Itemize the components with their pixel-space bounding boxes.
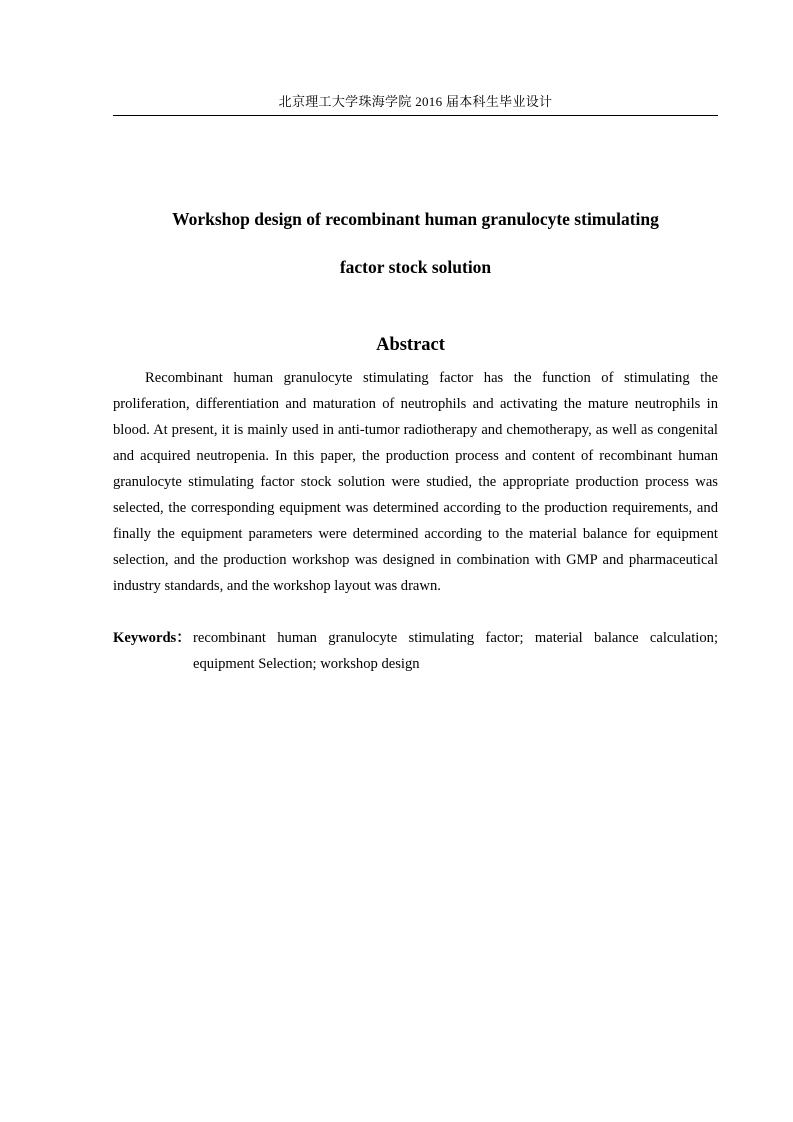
keywords-label: Keywords：	[113, 630, 191, 646]
keywords-line-2: equipment Selection; workshop design	[193, 656, 420, 672]
title-line-1: Workshop design of recombinant human granulocyte stimulating	[172, 209, 659, 229]
page-header	[113, 93, 718, 116]
keywords-values	[193, 625, 718, 677]
abstract-heading: Abstract	[376, 335, 445, 355]
title-line-2: factor stock solution	[339, 257, 492, 277]
document-title	[113, 204, 718, 283]
header-text: 北京理工大学珠海学院 2016 届本科生毕业设计	[278, 94, 553, 109]
keywords-section	[113, 625, 718, 677]
abstract-body: Recombinant human granulocyte stimulating factor has the function of stimulating the proliferation, differentiation and maturation of neutrophils and activating the mature neutrophils in blood. At present, it is mainly used in anti-tumor radiotherapy and chemotherapy, as well as congenital and acquired neutropenia. In this paper, the production process and content of recombinant human granulocyte stimulating factor stock solution were studied, the appropriate production process was selected, the corresponding equipment was determined according to the production requirements, and finally the equipment parameters were determined according to the material balance for equipment selection, and the production workshop was designed in combination with GMP and pharmaceutical industry standards, and the workshop layout was drawn.	[113, 370, 718, 594]
keywords-line-1: recombinant human granulocyte stimulating factor; material balance calculation;	[193, 630, 718, 646]
